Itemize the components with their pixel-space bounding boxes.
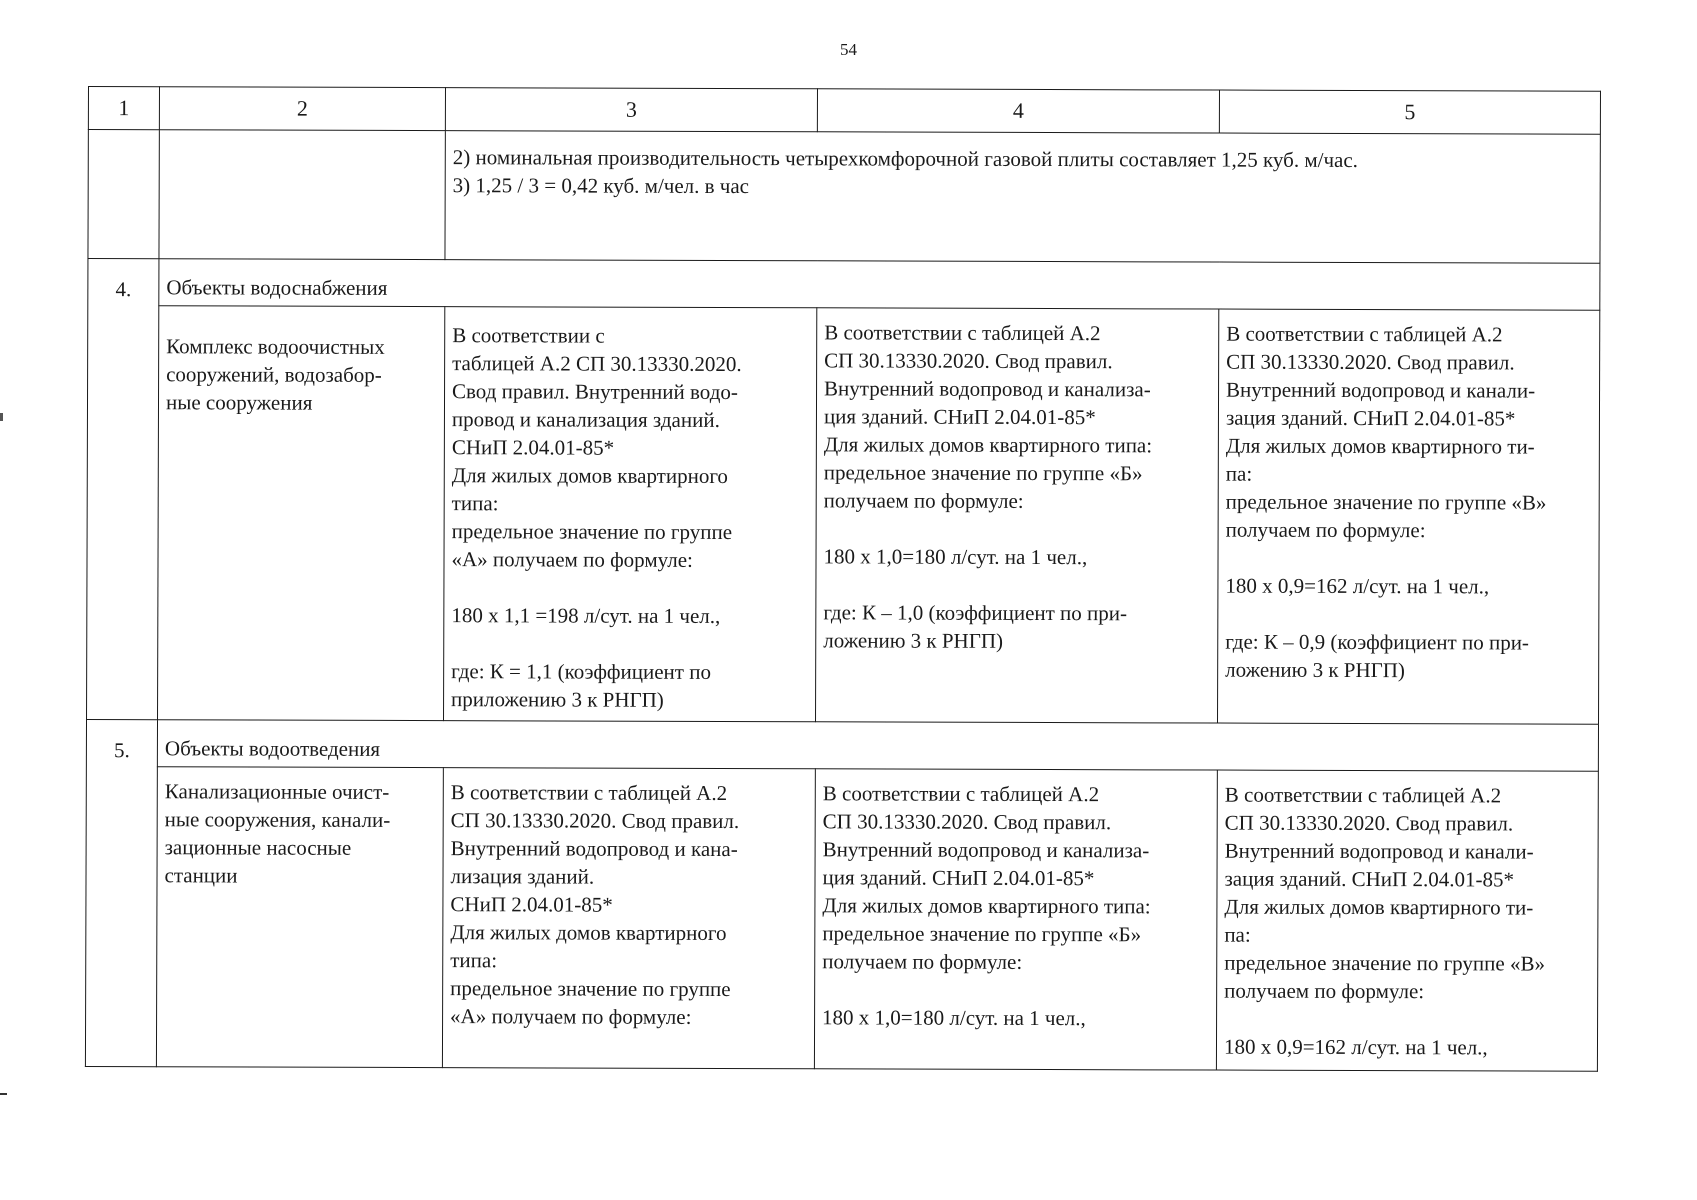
text-line: предельное значение по группе [451,519,733,545]
object-line: ные сооружения [165,390,313,415]
object-line: зационные насосные [164,835,352,860]
requirement-col5 [1218,309,1600,724]
requirements-table [85,86,1601,1072]
text-line: В соответствии с таблицей А.2 [822,781,1100,807]
text-line: зация зданий. СНиП 2.04.01-85* [1224,866,1515,892]
text-line: типа: [451,491,499,516]
empty-cell [159,130,445,260]
text-line: ложению 3 к РНГП) [823,628,1004,653]
empty-cell [88,130,159,259]
formula-line: 180 х 0,9=162 л/сут. на 1 чел., [1225,573,1490,599]
section-title: Объекты водоснабжения [159,259,1600,311]
text-line: В соответствии с [452,323,605,348]
text-line: СП 30.13330.2020. Свод правил. [450,808,740,834]
text-line: Внутренний водопровод и кана- [450,836,738,862]
object-name [158,306,445,721]
object-line: Комплекс водоочистных [166,334,385,359]
text-line: предельное значение по группе «Б» [822,921,1142,947]
text-line: предельное значение по группе «В» [1225,489,1547,515]
table-header-row [88,87,1600,135]
formula-line: 180 х 1,0=180 л/сут. на 1 чел., [822,1005,1086,1031]
formula-line: 180 х 0,9=162 л/сут. на 1 чел., [1223,1034,1488,1060]
page-number: 54 [840,40,857,59]
text-line: получаем по формуле: [1225,517,1426,543]
text-line: Для жилых домов квартирного типа: [823,432,1153,458]
section-title-row [88,259,1600,311]
text-line: получаем по формуле: [822,949,1023,974]
text-line: ложению 3 к РНГП) [1225,657,1405,683]
requirement-col4 [814,769,1217,1070]
text-line: предельное значение по группе [450,976,731,1002]
text-line: Для жилых домов квартирного типа: [822,893,1151,919]
text-line: «А» получаем по формуле: [450,1004,692,1029]
blank-line [823,570,1210,599]
header-cell: 4 [817,89,1219,133]
text-line: приложению 3 к РНГП) [451,687,664,712]
section-content-row [85,766,1598,1071]
object-line: сооружений, водозабор- [166,362,382,387]
text-line: СП 30.13330.2020. Свод правил. [1224,810,1514,836]
object-name [156,767,443,1068]
object-line: станции [164,863,238,888]
blank-line [1225,544,1591,573]
object-line: ные сооружения, канали- [164,807,391,832]
text-line: где: К = 1,1 (коэффициент по [451,659,712,684]
text-line: Для жилых домов квартирного [450,920,727,946]
header-cell: 2 [159,87,445,131]
text-line: па: [1225,461,1253,486]
text-line: па: [1224,922,1251,947]
text-line: СНиП 2.04.01-85* [451,435,615,460]
formula-line: 180 х 1,0=180 л/сут. на 1 чел., [823,544,1088,570]
text-line: В соответствии с таблицей А.2 [450,780,728,806]
blank-line [451,629,808,658]
requirement-col4 [816,308,1219,723]
text-line: «А» получаем по формуле: [451,547,693,572]
blank-line [1225,600,1591,629]
continuation-row [88,130,1600,264]
text-line: Для жилых домов квартирного ти- [1225,433,1535,459]
text-line: Внутренний водопровод и канали- [1226,377,1536,403]
text-line: СП 30.13330.2020. Свод правил. [1226,349,1515,375]
text-line: таблицей А.2 СП 30.13330.2020. [452,351,742,377]
requirement-col5 [1216,770,1598,1071]
header-cell: 3 [445,88,817,132]
text-line: предельное значение по группе «Б» [823,460,1143,486]
blank-line [1224,1005,1590,1034]
continuation-text [445,131,1600,264]
text-line: типа: [450,948,498,973]
requirement-col3 [442,768,815,1069]
text-line: провод и канализация зданий. [451,407,720,432]
text-line: В соответствии с таблицей А.2 [1226,321,1503,347]
text-line: Внутренний водопровод и канализа- [822,837,1150,863]
continuation-line: 3) 1,25 / 3 = 0,42 куб. м/чел. в час [452,173,750,199]
text-line: ция зданий. СНиП 2.04.01-85* [822,865,1095,891]
text-line: В соответствии с таблицей А.2 [1224,782,1502,808]
text-line: Для жилых домов квартирного [451,463,728,489]
text-line: Внутренний водопровод и канали- [1224,838,1534,864]
object-line: Канализационные очист- [164,779,390,804]
section-number: 5. [85,719,157,1066]
text-line: где: К – 1,0 (коэффициент по при- [823,600,1128,626]
formula-line: 180 х 1,1 =198 л/сут. на 1 чел., [451,603,721,628]
scan-mark [0,1093,7,1095]
text-line: получаем по формуле: [1224,978,1425,1004]
scan-mark [0,413,3,421]
section-title-row [86,719,1598,771]
blank-line [451,573,808,602]
header-cell: 5 [1219,90,1600,134]
text-line: СП 30.13330.2020. Свод правил. [824,348,1113,374]
text-line: где: К – 0,9 (коэффициент по при- [1225,629,1529,655]
section-number: 4. [87,259,159,720]
text-line: СНиП 2.04.01-85* [450,892,613,917]
text-line: зация зданий. СНиП 2.04.01-85* [1225,405,1516,431]
text-line: В соответствии с таблицей А.2 [824,320,1101,346]
section-content-row [87,306,1600,725]
blank-line [824,514,1211,543]
text-line: получаем по формуле: [823,488,1024,513]
section-title: Объекты водоотведения [157,720,1598,772]
text-line: предельное значение по группе «В» [1224,950,1546,976]
header-cell: 1 [88,87,159,130]
text-line: Свод правил. Внутренний водо- [452,379,738,405]
continuation-line: 2) номинальная производительность четырехкомфорочной газовой плиты составляет 1,25 куб. м/час. [452,145,1358,172]
text-line: Внутренний водопровод и канализа- [824,376,1151,402]
text-line: Для жилых домов квартирного ти- [1224,894,1534,920]
requirement-col3 [444,307,817,722]
text-line: ция зданий. СНиП 2.04.01-85* [823,404,1096,430]
blank-line [822,975,1209,1004]
text-line: СП 30.13330.2020. Свод правил. [822,809,1112,835]
text-line: лизация зданий. [450,864,595,889]
